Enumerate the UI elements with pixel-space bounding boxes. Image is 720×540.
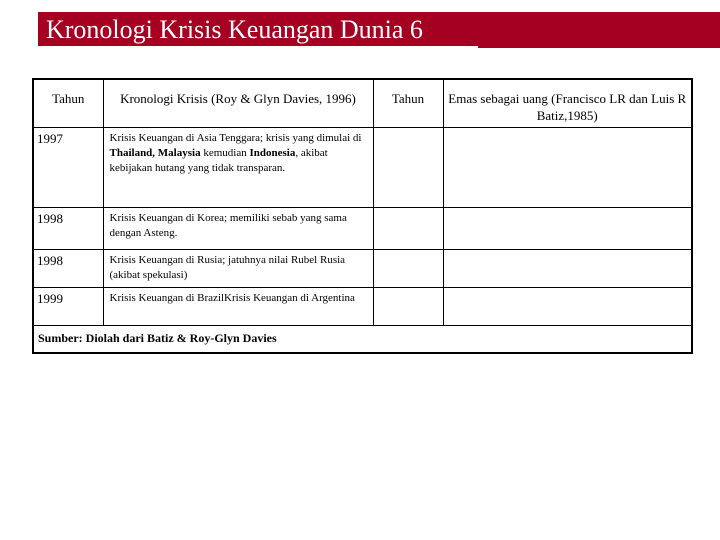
desc-text: Krisis Keuangan di Asia Tenggara; krisis yang dimulai di [109, 131, 362, 144]
row-year-right [373, 249, 443, 287]
table-row [33, 207, 692, 249]
desc-bold-country: Indonesia [249, 146, 296, 159]
row-description [103, 127, 373, 207]
header-year-left: Tahun [52, 91, 85, 106]
row-gold [443, 249, 692, 287]
row-year-right [373, 287, 443, 325]
source-row [33, 325, 692, 353]
desc-text: kemudian [200, 146, 250, 159]
table-row [33, 287, 692, 325]
row-year: 1997 [33, 127, 103, 207]
row-year-right [373, 127, 443, 207]
source-note: Sumber: Diolah dari Batiz & Roy-Glyn Davies [33, 325, 692, 353]
row-description: Krisis Keuangan di Korea; memiliki sebab yang sama dengan Asteng. [103, 207, 373, 249]
row-year: 1999 [33, 287, 103, 325]
row-gold [443, 287, 692, 325]
row-description: Krisis Keuangan di Rusia; jatuhnya nilai Rubel Rusia (akibat spekulasi) [103, 249, 373, 287]
title-underline [38, 46, 478, 48]
row-gold [443, 207, 692, 249]
desc-bold-countries: Thailand, Malaysia [109, 146, 201, 159]
slide-title: Kronologi Krisis Keuangan Dunia 6 [46, 15, 423, 44]
title-bar [36, 12, 720, 48]
row-year-right [373, 207, 443, 249]
table-row [33, 127, 692, 207]
row-gold [443, 127, 692, 207]
header-year-right: Tahun [391, 91, 425, 106]
row-description: Krisis Keuangan di BrazilKrisis Keuangan di Argentina [103, 287, 373, 325]
table-row [33, 249, 692, 287]
row-year: 1998 [33, 207, 103, 249]
desc-text: , akibat kebijakan hutang yang tidak transparan. [109, 146, 328, 174]
chronology-table [32, 78, 693, 354]
header-gold: Emas sebagai uang (Francisco LR dan Luis R Batiz,1985) [443, 79, 692, 127]
row-year: 1998 [33, 249, 103, 287]
header-chronology: Kronologi Krisis (Roy & Glyn Davies, 1996) [103, 79, 373, 127]
table-header-row [33, 79, 692, 127]
